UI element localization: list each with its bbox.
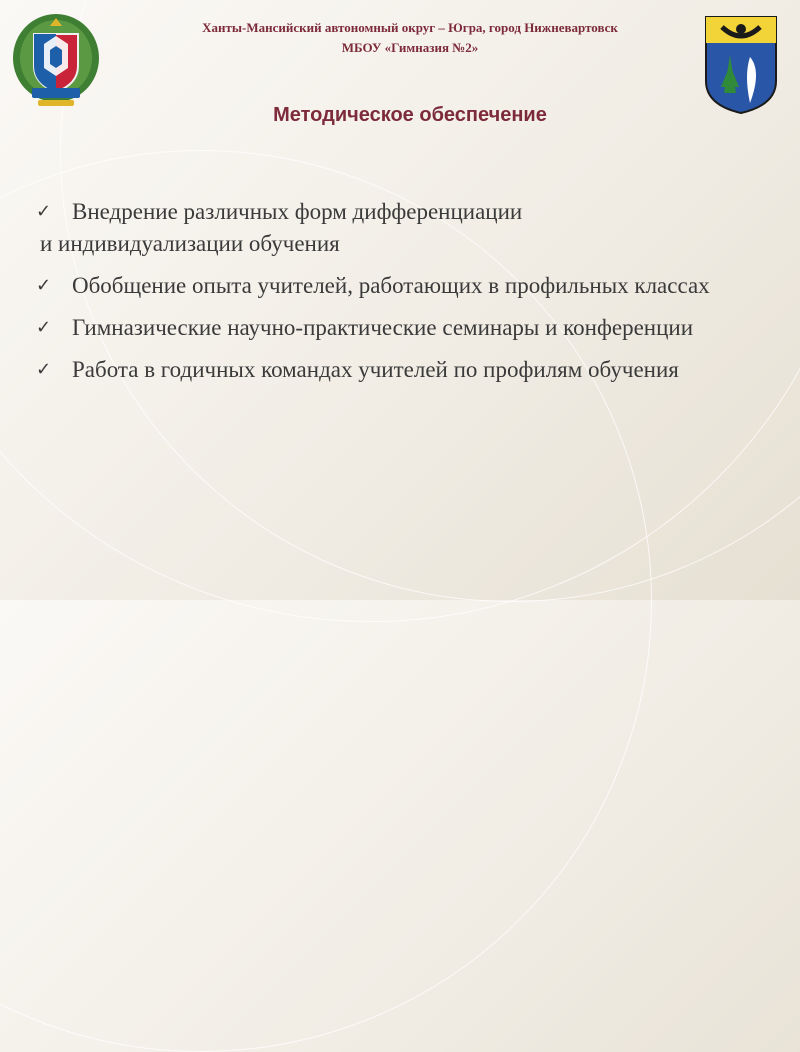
header-region-line: Ханты-Мансийский автономный округ – Югра, город Нижневартовск (202, 20, 618, 35)
list-item (30, 270, 770, 302)
checkmark-bullet-icon: ✓ (36, 275, 52, 296)
checkmark-bullet-icon: ✓ (36, 201, 52, 222)
list-item-text: Гимназические научно-практические семинары и конференции (72, 315, 694, 340)
list-item-text: Работа в годичных командах учителей по профилям обучения (72, 357, 679, 382)
checkmark-bullet-icon: ✓ (36, 359, 52, 380)
nizhnevartovsk-coat-of-arms-icon (704, 15, 778, 115)
list-item (30, 196, 770, 260)
list-item-text: Обобщение опыта учителей, работающих в профильных классах (72, 273, 710, 298)
slide-title: Методическое обеспечение (273, 104, 547, 126)
list-item (30, 354, 770, 386)
list-item-text: Внедрение различных форм дифференциации (72, 199, 523, 224)
checkmark-bullet-icon: ✓ (36, 317, 52, 338)
yugra-coat-of-arms-icon (10, 10, 102, 110)
bullet-list (30, 196, 770, 396)
list-item-continuation: и индивидуализации обучения (40, 231, 340, 256)
list-item (30, 312, 770, 344)
header-school-line: МБОУ «Гимназия №2» (341, 40, 479, 55)
